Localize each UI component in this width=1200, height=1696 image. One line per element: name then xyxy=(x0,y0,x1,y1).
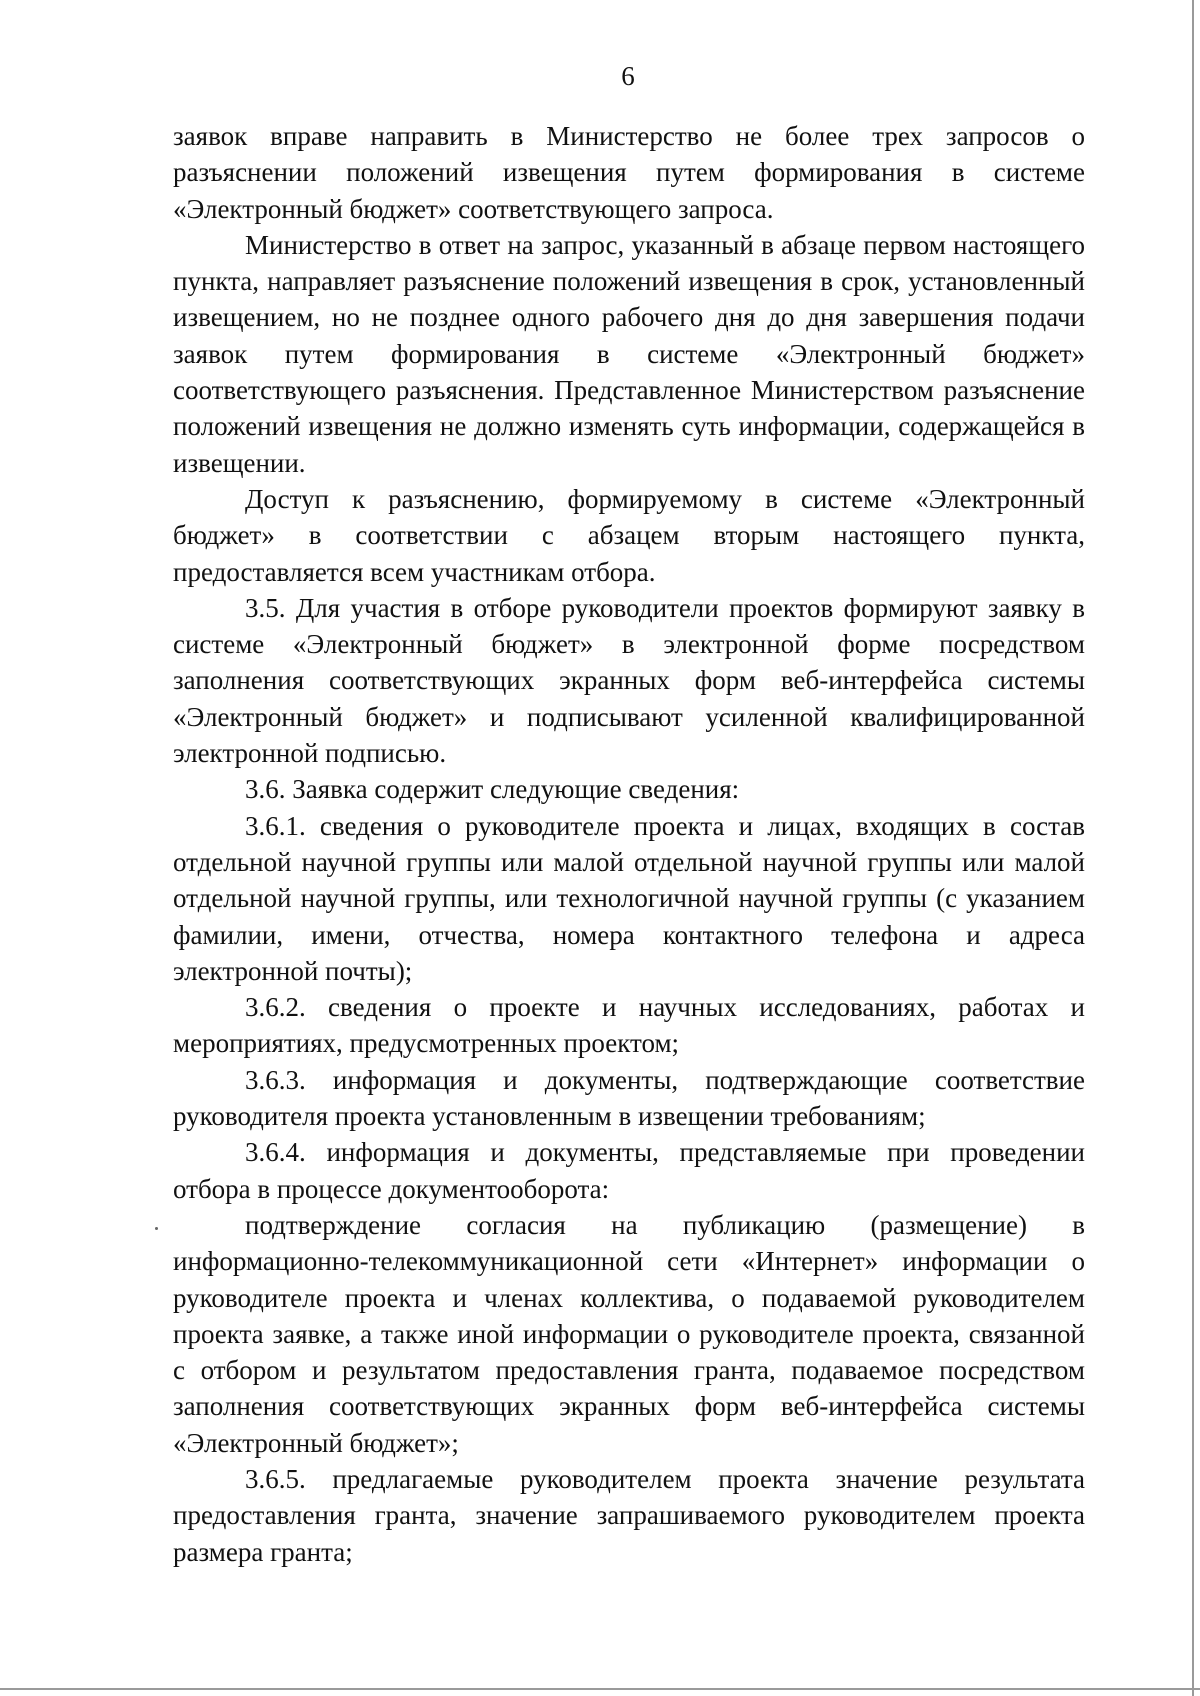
paragraph-3-5: 3.5. Для участия в отборе руководители проектов формируют заявку в системе «Электронный бюджет» в электронной форме посредством заполнения соответствующих экранных форм веб-интерфейса системы «Электронный бюджет» и подписывают усиленной квалифицированной электронной подписью. xyxy=(173,592,1085,769)
paragraph-3-6-1: 3.6.1. сведения о руководителе проекта и лицах, входящих в состав отдельной научной группы или малой отдельной научной группы или малой отдельной научной группы, или технологичной научной группы (с указанием фамилии, имени, отчества, номера контактного телефона и адреса электронной почты); xyxy=(173,810,1085,986)
scan-edge-bottom xyxy=(0,1688,1200,1690)
paragraph-3-6-4: 3.6.4. информация и документы, представляемые при проведении отбора в процессе документооборота: xyxy=(173,1137,1085,1204)
paragraph-3-6-2: 3.6.2. сведения о проекте и научных исследованиях, работах и мероприятиях, предусмотренных проектом; xyxy=(173,992,1085,1059)
paragraph-access-clarification: Доступ к разъяснению, формируемому в системе «Электронный бюджет» в соответствии с абзацем вторым настоящего пункта, предоставляется всем участникам отбора. xyxy=(173,483,1085,587)
document-body xyxy=(173,118,1085,1570)
scan-edge-right xyxy=(1192,0,1194,1696)
paragraph-ministry-response: Министерство в ответ на запрос, указанный в абзаце первом настоящего пункта, направляет разъяснение положений извещения в срок, установленный извещением, но не позднее одного рабочего дня до дня завершения подачи заявок путем формирования в системе «Электронный бюджет» соответствующего разъяснения. Представленное Министерством разъяснение положений извещения не должно изменять суть информации, содержащейся в извещении. xyxy=(173,229,1085,478)
paragraph-3-6: 3.6. Заявка содержит следующие сведения: xyxy=(245,774,740,805)
page-number: 6 xyxy=(621,61,635,91)
paragraph-consent-publication: подтверждение согласия на публикацию (размещение) в информационно-телекоммуникационной сети «Интернет» информации о руководителе проекта и членах коллектива, о подаваемой руководителем проекта заявке, а также иной информации о руководителе проекта, связанной с отбором и результатом предоставления гранта, подаваемое посредством заполнения соответствующих экранных форм веб-интерфейса системы «Электронный бюджет»; xyxy=(173,1209,1085,1458)
paragraph-3-6-3: 3.6.3. информация и документы, подтверждающие соответствие руководителя проекта установленным в извещении требованиям; xyxy=(173,1064,1085,1132)
paragraph-continuation: заявок вправе направить в Министерство не более трех запросов о разъяснении положений извещения путем формирования в системе «Электронный бюджет» соответствующего запроса. xyxy=(173,121,1085,224)
paragraph-3-6-5: 3.6.5. предлагаемые руководителем проекта значение результата предоставления гранта, значение запрашиваемого руководителем проекта размера гранта; xyxy=(173,1463,1085,1567)
scan-speck xyxy=(155,1227,158,1230)
